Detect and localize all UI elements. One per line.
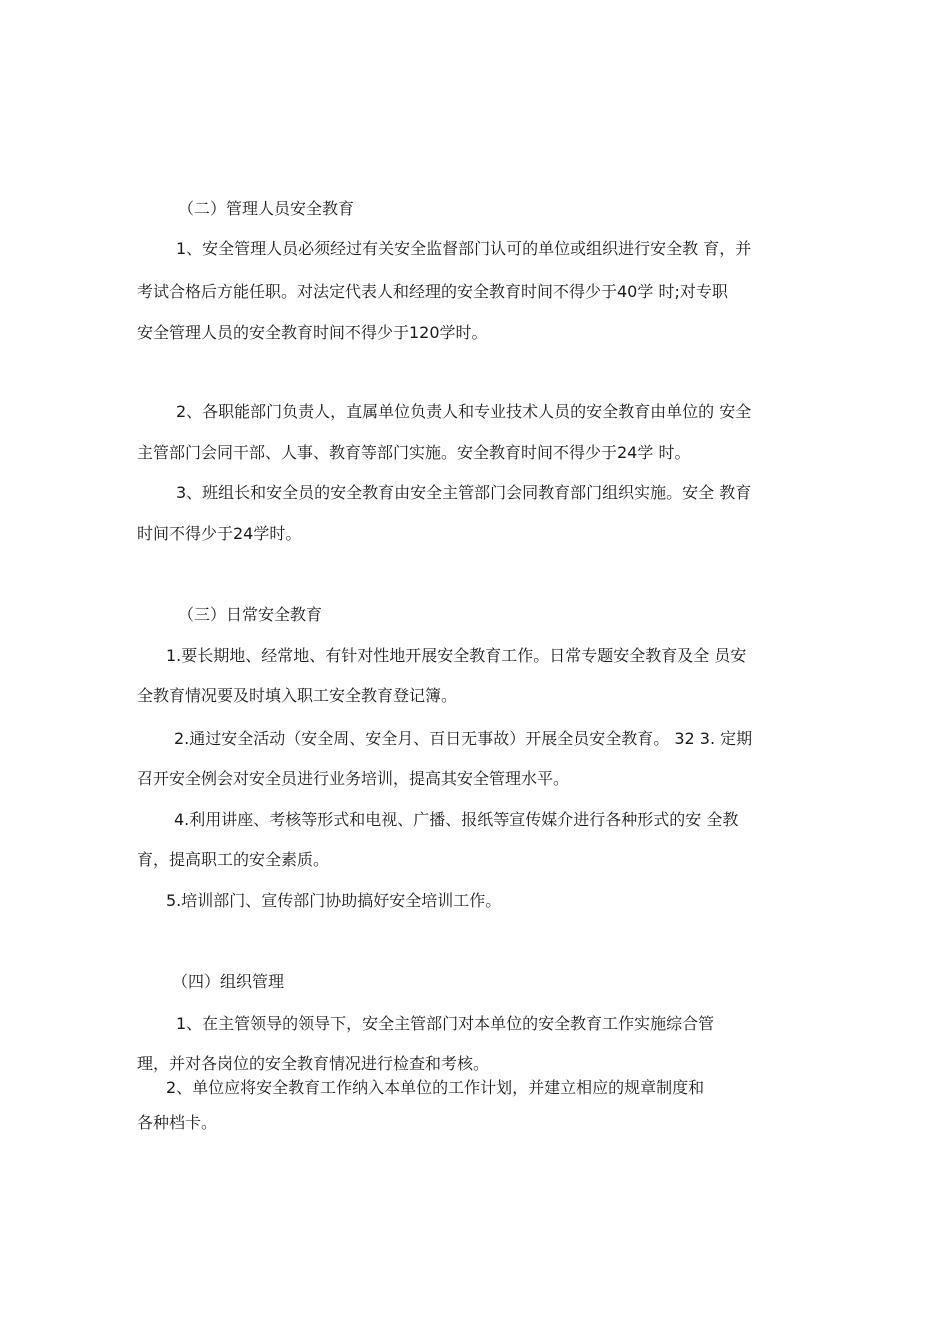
section-3-item-1-line-1: 1.要长期地、经常地、有针对性地开展安全教育工作。日常专题安全教育及全 员安: [166, 646, 747, 665]
section-2-item-1-line-1: 1、安全管理人员必须经过有关安全监督部门认可的单位或组织进行安全教 育，并: [176, 239, 752, 258]
section-2-item-1-line-3: 安全管理人员的安全教育时间不得少于120学时。: [137, 323, 488, 342]
section-2-item-3-line-1: 3、班组长和安全员的安全教育由安全主管部门会同教育部门组织实施。安全 教育: [176, 483, 752, 502]
section-4-item-2-line-1: 2、单位应将安全教育工作纳入本单位的工作计划，并建立相应的规章制度和: [166, 1078, 705, 1097]
section-3-item-2-line-2: 召开安全例会对安全员进行业务培训，提高其安全管理水平。: [137, 769, 570, 788]
section-2-item-2-line-1: 2、各职能部门负责人，直属单位负责人和专业技术人员的安全教育由单位的 安全: [176, 402, 752, 421]
section-3-item-1-line-2: 全教育情况要及时填入职工安全教育登记簿。: [137, 686, 458, 705]
section-2-item-2-line-2: 主管部门会同干部、人事、教育等部门实施。安全教育时间不得少于24学 时。: [137, 443, 691, 462]
section-4-item-1-line-1: 1、在主管领导的领导下，安全主管部门对本单位的安全教育工作实施综合管: [176, 1014, 715, 1033]
section-4-item-2-line-2: 各种档卡。: [137, 1113, 218, 1132]
section-3-heading: （三）日常安全教育: [178, 605, 323, 624]
section-2-heading: （二）管理人员安全教育: [178, 199, 355, 218]
section-3-item-4-line-1: 4.利用讲座、考核等形式和电视、广播、报纸等宣传媒介进行各种形式的安 全教: [174, 810, 739, 829]
section-2-item-3-line-2: 时间不得少于24学时。: [137, 524, 302, 543]
section-2-item-1-line-2: 考试合格后方能任职。对法定代表人和经理的安全教育时间不得少于40学 时;对专职: [137, 282, 728, 301]
section-3-item-4-line-2: 育，提高职工的安全素质。: [137, 850, 330, 869]
section-3-item-5-line-1: 5.培训部门、宣传部门协助搞好安全培训工作。: [166, 891, 502, 910]
section-4-item-1-line-2: 理，并对各岗位的安全教育情况进行检查和考核。: [137, 1054, 490, 1073]
section-4-heading: （四）组织管理: [172, 972, 285, 991]
section-3-item-2-line-1: 2.通过安全活动（安全周、安全月、百日无事故）开展全员安全教育。 32 3. 定期: [174, 729, 753, 748]
